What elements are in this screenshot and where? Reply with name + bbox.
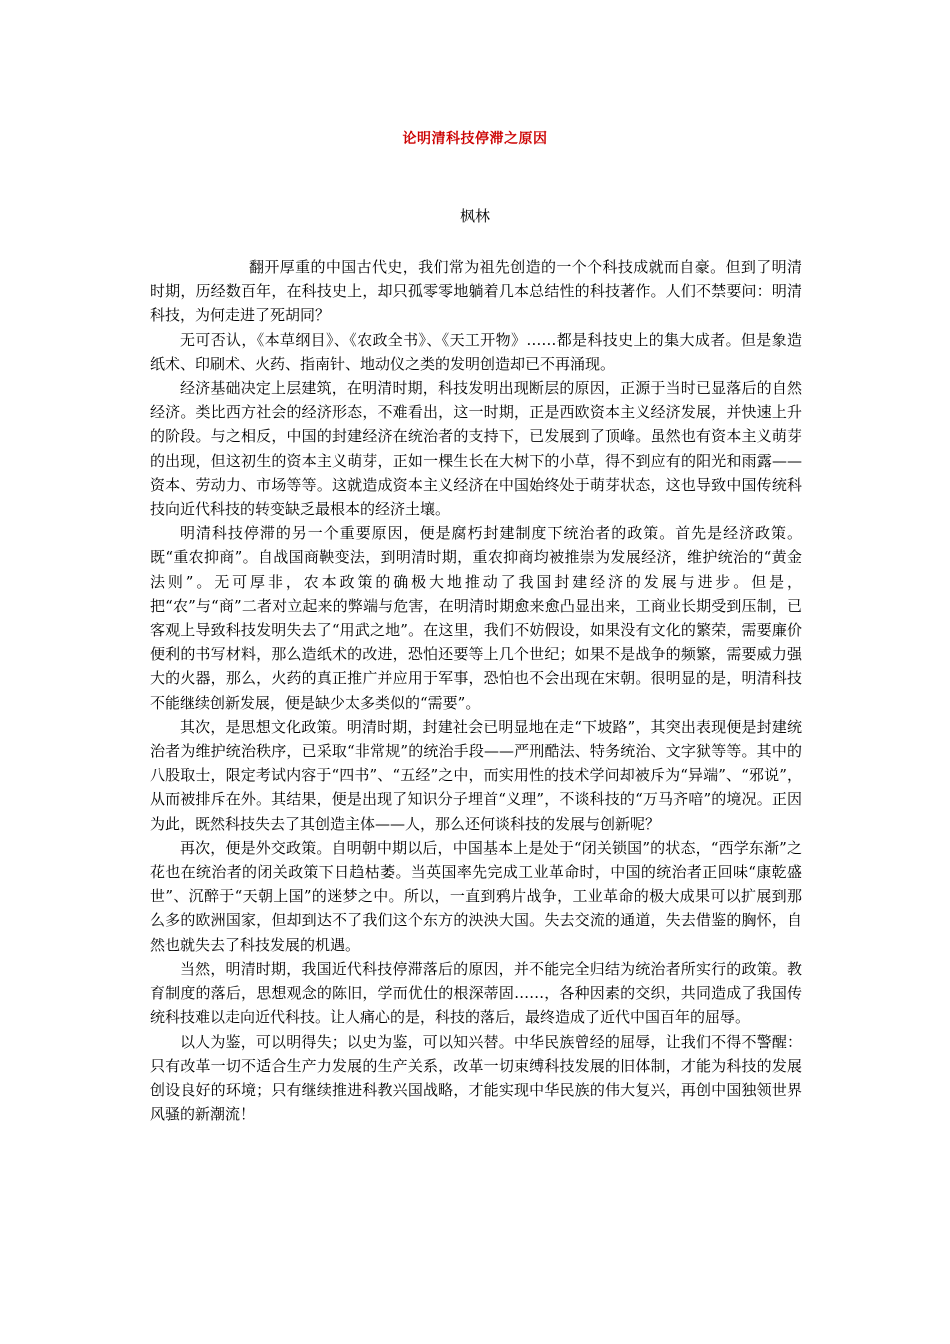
paragraph-3: 经济基础决定上层建筑，在明清时期，科技发明出现断层的原因，正源于当时已显落后的自然经济。类比西方社会的经济形态，不难看出，这一时期，正是西欧资本主义经济发展，并快速上升的阶段。与之相反，中国的封建经济在统治者的支持下，已发展到了顶峰。虽然也有资本主义萌芽的出现，但这初生的资本主义萌芽，正如一棵生长在大树下的小草，得不到应有的阳光和雨露——资本、劳动力、市场等等。这就造成资本主义经济在中国始终处于萌芽状态，这也导致中国传统科技向近代科技的转变缺乏最根本的经济土壤。 xyxy=(150,379,802,519)
document-title: 论明清科技停滞之原因 xyxy=(402,131,548,147)
paragraph-4: 明清科技停滞的另一个重要原因，便是腐朽封建制度下统治者的政策。首先是经济政策。既“重农抑商”。自战国商鞅变法，到明清时期，重农抑商均被推崇为发展经济，维护统治的“黄金法则”。无可厚非，农本政策的确极大地推动了我国封建经济的发展与进步。但是，把“农”与“商”二者对立起来的弊端与危害，在明清时期愈来愈凸显出来，工商业长期受到压制，已客观上导致科技发明失去了“用武之地”。在这里，我们不妨假设，如果没有文化的繁荣，需要廉价便利的书写材料，那么造纸术的改进，恐怕还要等上几个世纪；如果不是战争的频繁，需要威力强大的火器，那么，火药的真正推广并应用于军事，恐怕也不会出现在宋朝。很明显的是，明清科技不能继续创新发展，便是缺少太多类似的“需要”。 xyxy=(150,524,802,712)
paragraph-1: 翻开厚重的中国古代史，我们常为祖先创造的一个个科技成就而自豪。但到了明清时期，历经数百年，在科技史上，却只孤零零地躺着几本总结性的科技著作。人们不禁要问：明清科技，为何走进了死胡同？ xyxy=(150,258,802,325)
paragraph-5: 其次，是思想文化政策。明清时期，封建社会已明显地在走“下坡路”，其突出表现便是封建统治者为维护统治秩序，已采取“非常规”的统治手段——严刑酷法、特务统治、文字狱等等。其中的八股取士，限定考试内容于“四书”、“五经”之中，而实用性的技术学问却被斥为“异端”、“邪说”，从而被排斥在外。其结果，便是出现了知识分子埋首“义理”，不谈科技的“万马齐喑”的境况。正因为此，既然科技失去了其创造主体——人，那么还何谈科技的发展与创新呢？ xyxy=(150,717,802,833)
paragraph-2: 无可否认，《本草纲目》、《农政全书》、《天工开物》……都是科技史上的集大成者。但是象造纸术、印刷术、火药、指南针、地动仪之类的发明创造却已不再涌现。 xyxy=(150,330,802,373)
paragraph-7: 当然，明清时期，我国近代科技停滞落后的原因，并不能完全归结为统治者所实行的政策。教育制度的落后，思想观念的陈旧，学而优仕的根深蒂固……，各种因素的交织，共同造成了我国传统科技难以走向近代科技。让人痛心的是，科技的落后，最终造成了近代中国百年的屈辱。 xyxy=(150,959,802,1027)
document-body xyxy=(150,255,802,1126)
document-author: 枫林 xyxy=(459,207,490,225)
paragraph-6: 再次，便是外交政策。自明朝中期以后，中国基本上是处于“闭关锁国”的状态，“西学东渐”之花也在统治者的闭关政策下日趋枯萎。当英国率先完成工业革命时，中国的统治者正回味“康乾盛世”、沉醉于“天朝上国”的迷梦之中。所以，一直到鸦片战争，工业革命的极大成果可以扩展到那么多的欧洲国家，但却到达不了我们这个东方的泱泱大国。失去交流的通道，失去借鉴的胸怀，自然也就失去了科技发展的机遇。 xyxy=(150,838,802,954)
paragraph-8: 以人为鉴，可以明得失；以史为鉴，可以知兴替。中华民族曾经的屈辱，让我们不得不警醒：只有改革一切不适合生产力发展的生产关系，改革一切束缚科技发展的旧体制，才能为科技的发展创设良好的环境；只有继续推进科教兴国战略，才能实现中华民族的伟大复兴，再创中国独领世界风骚的新潮流！ xyxy=(150,1032,802,1124)
